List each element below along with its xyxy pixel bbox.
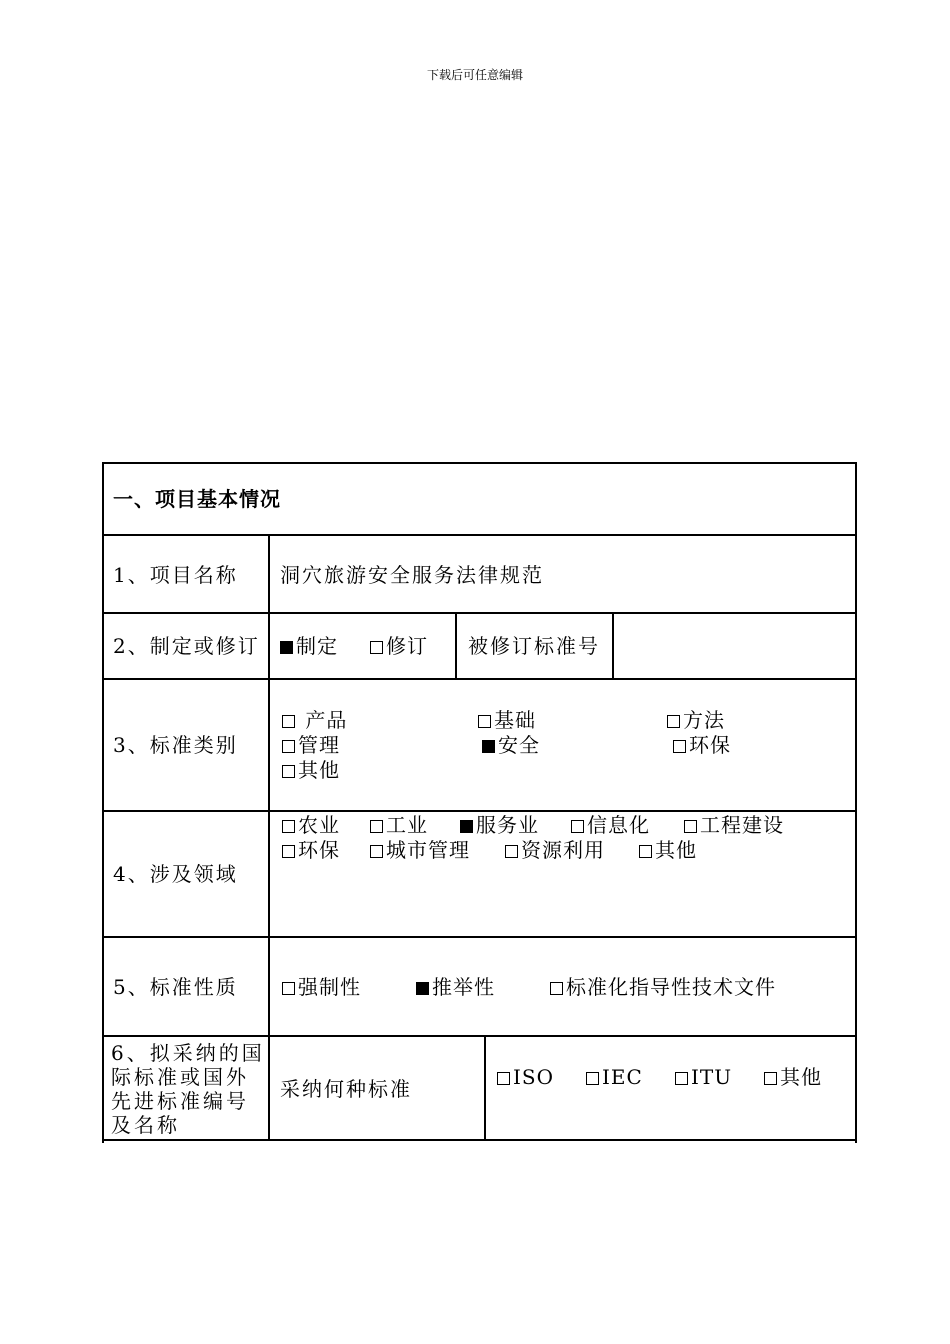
checkbox-empty-icon <box>282 715 295 728</box>
option-iso[interactable]: ISO <box>497 1065 554 1089</box>
checkbox-empty-icon <box>571 820 584 833</box>
option-env[interactable]: 环保 <box>673 733 731 757</box>
checkbox-empty-icon <box>586 1072 599 1085</box>
intl-standard-label: 6、拟采纳的国际标准或国外先进标准编号及名称 <box>111 1041 265 1137</box>
standard-category-label: 3、标准类别 <box>113 733 238 757</box>
option-industry[interactable]: 工业 <box>370 813 428 837</box>
option-agriculture[interactable]: 农业 <box>282 813 340 837</box>
option-service[interactable]: 服务业 <box>460 813 539 837</box>
domain-label: 4、涉及领域 <box>113 862 238 886</box>
checkbox-empty-icon <box>684 820 697 833</box>
checkbox-empty-icon <box>282 740 295 753</box>
checkbox-empty-icon <box>478 715 491 728</box>
make-or-revise-label: 2、制定或修订 <box>113 634 260 658</box>
revised-std-label: 被修订标准号 <box>468 634 600 658</box>
header-note: 下载后可任意编辑 <box>426 68 523 82</box>
checkbox-empty-icon <box>282 820 295 833</box>
checkbox-empty-icon <box>764 1072 777 1085</box>
option-revise[interactable]: 修订 <box>370 634 428 658</box>
checkbox-checked-icon <box>416 982 429 995</box>
option-other-category[interactable]: 其他 <box>282 758 340 782</box>
revised-std-value[interactable] <box>625 634 845 658</box>
option-basic[interactable]: 基础 <box>478 708 536 732</box>
option-guidance[interactable]: 标准化指导性技术文件 <box>550 975 776 999</box>
option-informatization[interactable]: 信息化 <box>571 813 650 837</box>
checkbox-empty-icon <box>675 1072 688 1085</box>
option-env-domain[interactable]: 环保 <box>282 838 340 862</box>
intl-standard-sub-label: 采纳何种标准 <box>280 1077 412 1101</box>
checkbox-checked-icon <box>482 740 495 753</box>
checkbox-empty-icon <box>667 715 680 728</box>
checkbox-empty-icon <box>282 982 295 995</box>
checkbox-empty-icon <box>639 845 652 858</box>
option-resource[interactable]: 资源利用 <box>505 838 605 862</box>
option-itu[interactable]: ITU <box>675 1065 732 1089</box>
option-mandatory[interactable]: 强制性 <box>282 975 361 999</box>
checkbox-empty-icon <box>550 982 563 995</box>
checkbox-empty-icon <box>497 1072 510 1085</box>
checkbox-empty-icon <box>282 845 295 858</box>
option-urban[interactable]: 城市管理 <box>370 838 470 862</box>
option-management[interactable]: 管理 <box>282 733 340 757</box>
checkbox-empty-icon <box>370 845 383 858</box>
option-safety[interactable]: 安全 <box>482 733 540 757</box>
checkbox-checked-icon <box>280 641 293 654</box>
option-other-intl[interactable]: 其他 <box>764 1065 822 1089</box>
section-title: 一、项目基本情况 <box>113 487 281 511</box>
option-other-domain[interactable]: 其他 <box>639 838 697 862</box>
checkbox-checked-icon <box>460 820 473 833</box>
option-construction[interactable]: 工程建设 <box>684 813 784 837</box>
checkbox-empty-icon <box>673 740 686 753</box>
checkbox-empty-icon <box>282 765 295 778</box>
checkbox-empty-icon <box>370 641 383 654</box>
checkbox-empty-icon <box>370 820 383 833</box>
option-recommended[interactable]: 推举性 <box>416 975 495 999</box>
option-method[interactable]: 方法 <box>667 708 725 732</box>
standard-nature-label: 5、标准性质 <box>113 975 238 999</box>
project-name-label: 1、项目名称 <box>113 563 238 587</box>
option-product[interactable]: 产品 <box>282 708 347 732</box>
project-name-value: 洞穴旅游安全服务法律规范 <box>280 563 544 587</box>
option-make[interactable]: 制定 <box>280 634 338 658</box>
option-iec[interactable]: IEC <box>586 1065 643 1089</box>
checkbox-empty-icon <box>505 845 518 858</box>
